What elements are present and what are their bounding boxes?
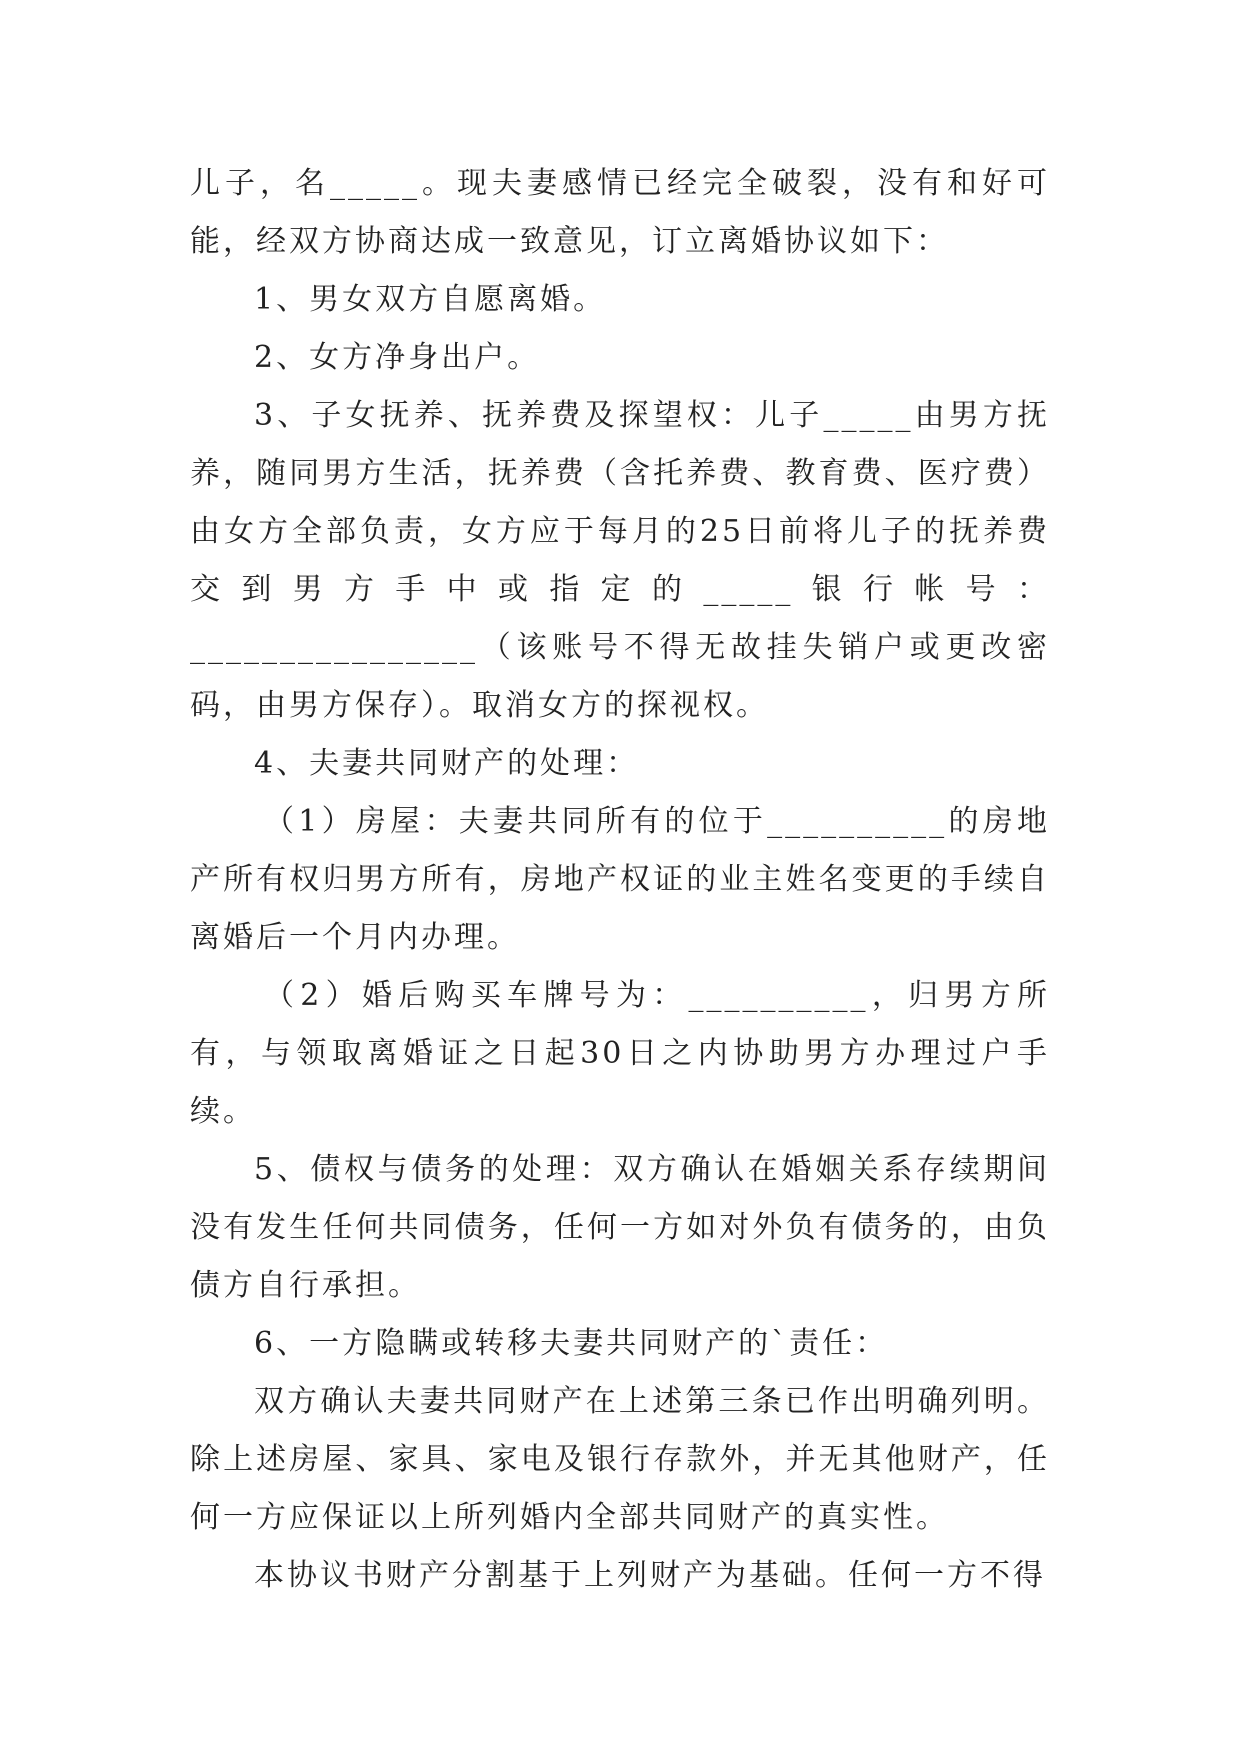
paragraph-clause-3: 3、子女抚养、抚养费及探望权：儿子_____由男方抚养，随同男方生活，抚养费（含托养费、教育费、医疗费）由女方全部负责，女方应于每月的25日前将儿子的抚养费交到男方手中或指定的_____银行帐号：________________（该账号不得无故挂失销户或更改密码，由男方保存）。取消女方的探视权。 [190, 398, 1050, 723]
document-body [190, 155, 1050, 1605]
paragraph-intro: 儿子，名_____。现夫妻感情已经完全破裂，没有和好可能，经双方协商达成一致意见，订立离婚协议如下： [190, 166, 1050, 259]
paragraph-clause-2: 2、女方净身出户。 [254, 340, 541, 375]
paragraph-clause-4: 4、夫妻共同财产的处理： [254, 746, 640, 781]
paragraph-property-basis: 本协议书财产分割基于上列财产为基础。任何一方不得 [254, 1558, 1046, 1593]
paragraph-clause-1: 1、男女双方自愿离婚。 [254, 282, 607, 317]
paragraph-clause-5: 5、债权与债务的处理：双方确认在婚姻关系存续期间没有发生任何共同债务，任何一方如对外负有债务的，由负债方自行承担。 [190, 1152, 1050, 1303]
paragraph-clause-6-detail: 双方确认夫妻共同财产在上述第三条已作出明确列明。除上述房屋、家具、家电及银行存款外，并无其他财产，任何一方应保证以上所列婚内全部共同财产的真实性。 [190, 1384, 1050, 1535]
paragraph-clause-6: 6、一方隐瞒或转移夫妻共同财产的`责任： [254, 1326, 889, 1361]
paragraph-clause-4-2: （2）婚后购买车牌号为：__________，归男方所有，与领取离婚证之日起30日之内协助男方办理过户手续。 [190, 978, 1050, 1129]
paragraph-clause-4-1: （1）房屋：夫妻共同所有的位于__________的房地产所有权归男方所有，房地产权证的业主姓名变更的手续自离婚后一个月内办理。 [190, 804, 1050, 955]
